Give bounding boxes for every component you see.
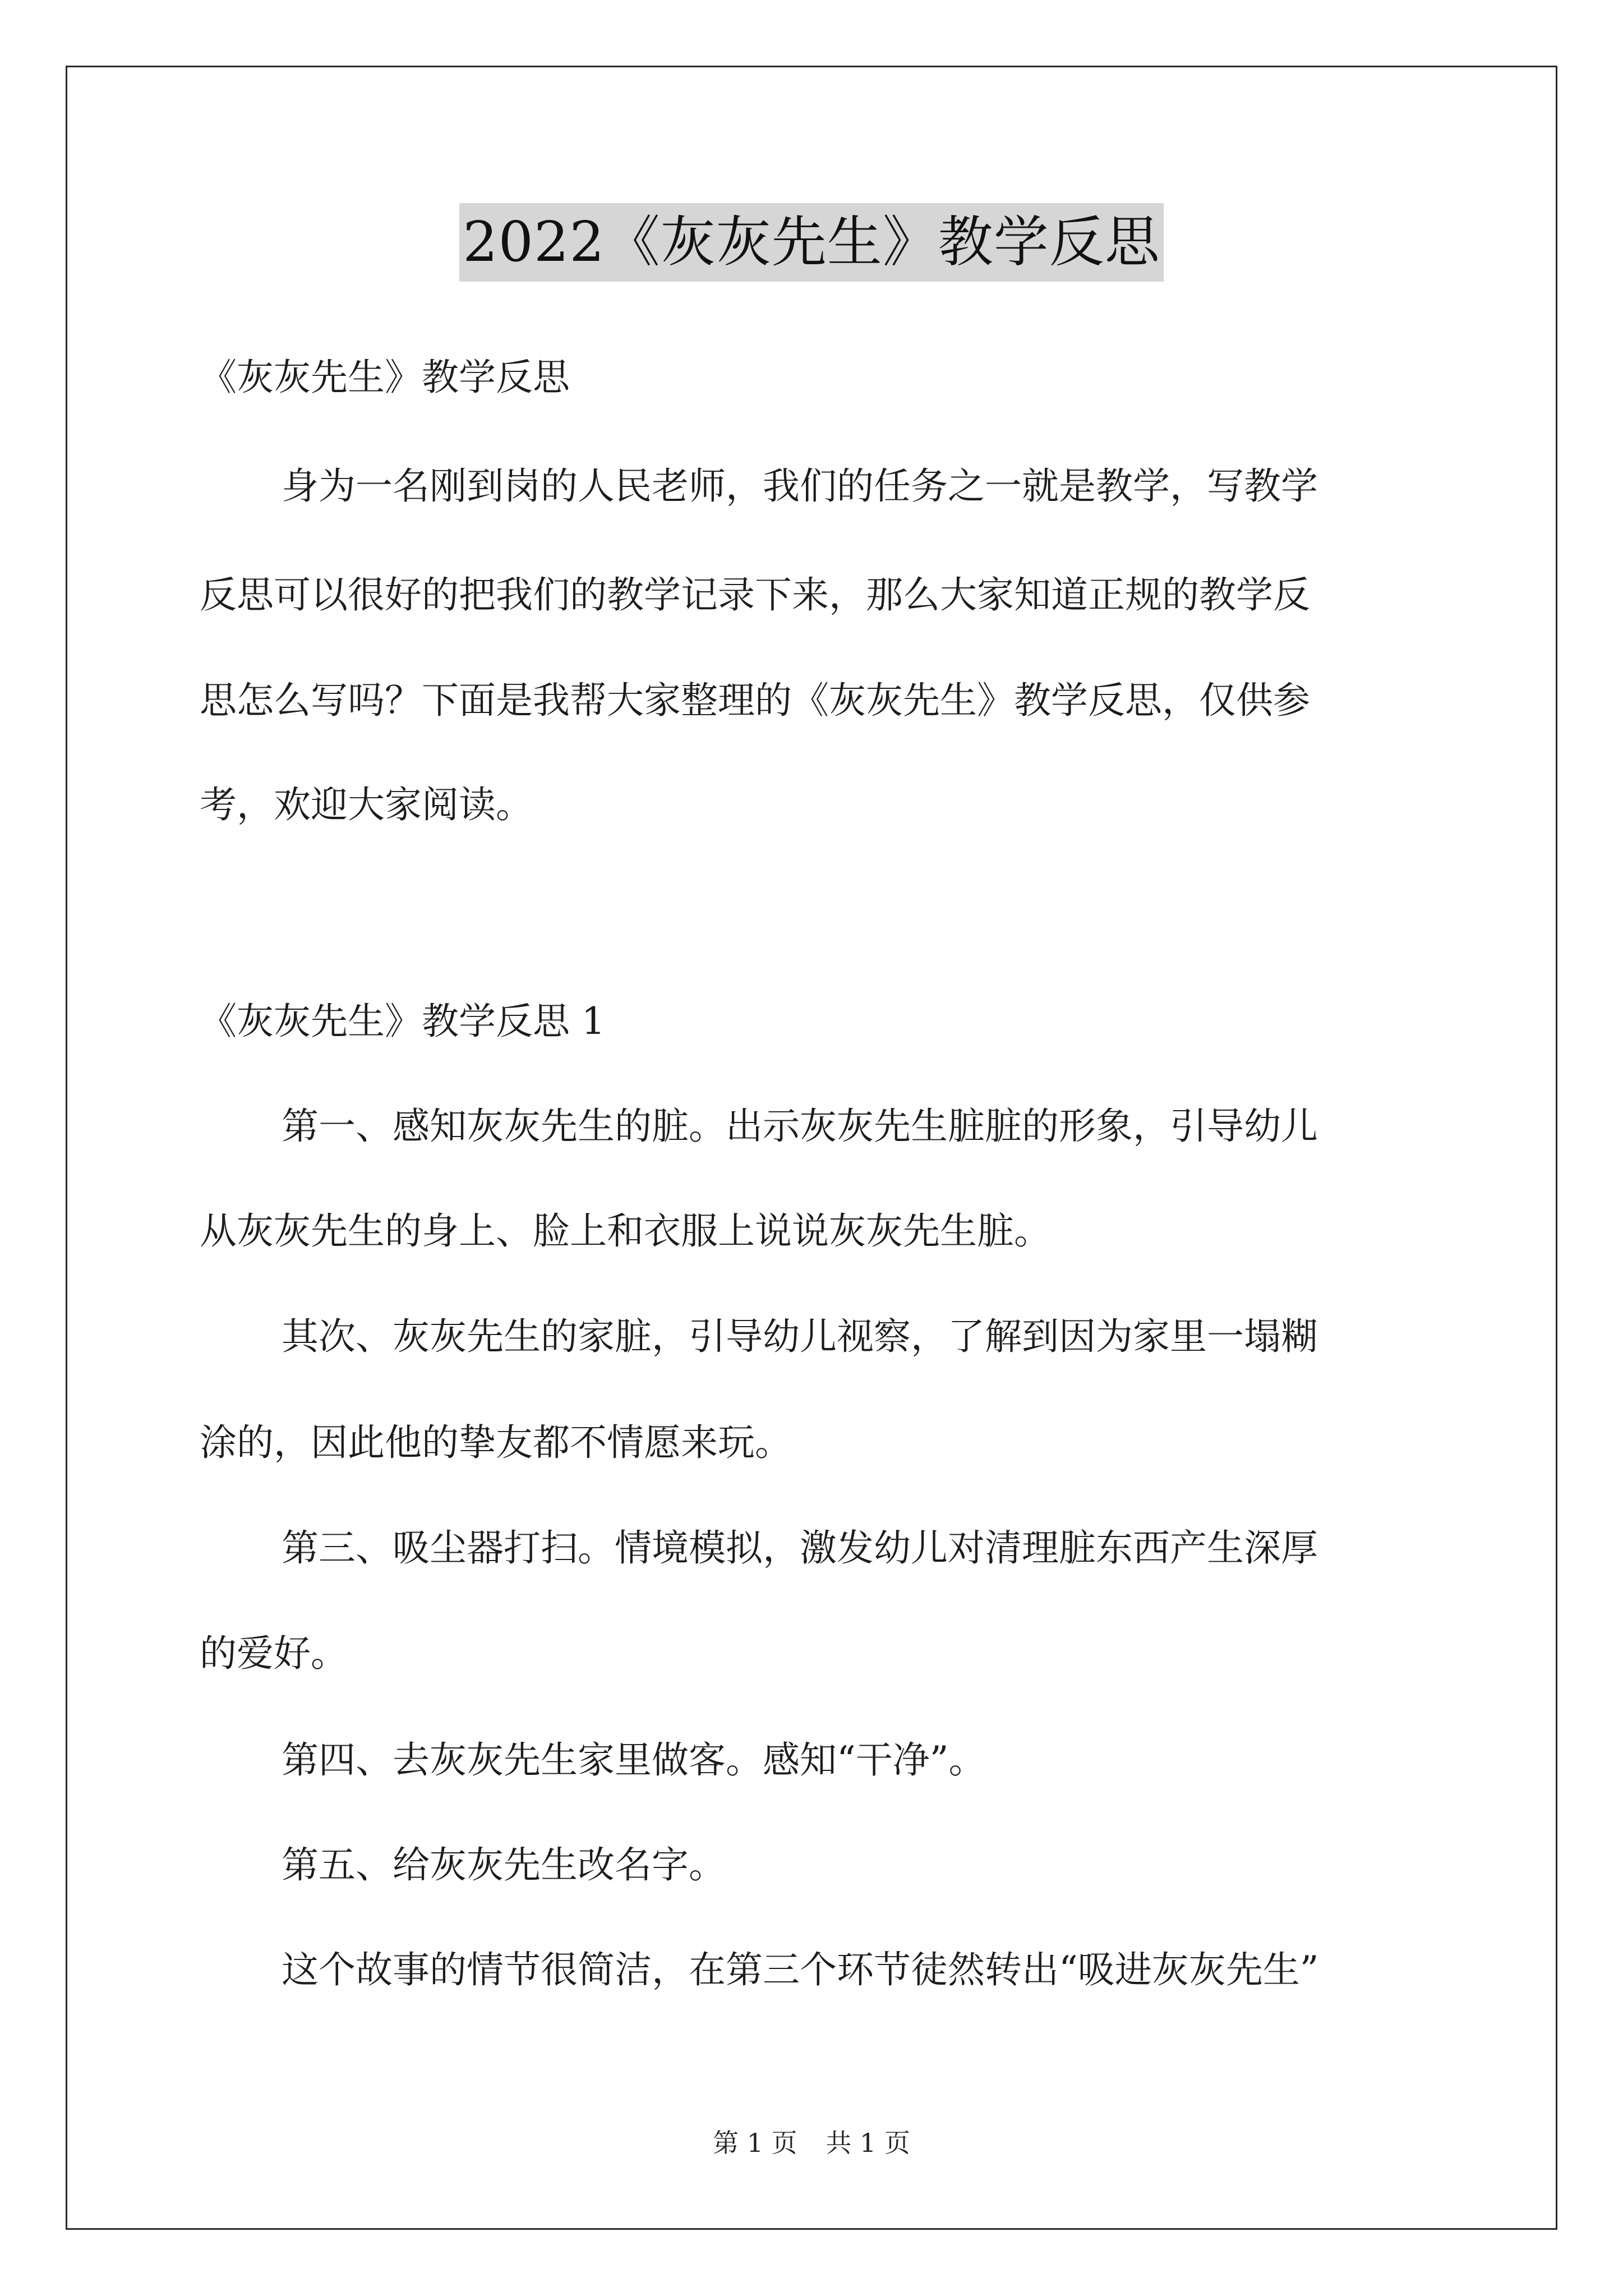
page-number-total: 共 1 页 bbox=[826, 2128, 910, 2158]
body-line-6: 的爱好。 bbox=[200, 1632, 348, 1675]
body-line-1: 第一、感知灰灰先生的脏。出示灰灰先生脏脏的形象，引导幼儿 bbox=[282, 1105, 1318, 1148]
body-line-8: 第五、给灰灰先生改名字。 bbox=[282, 1843, 726, 1887]
subtitle: 《灰灰先生》教学反思 bbox=[200, 356, 570, 399]
body-line-2: 从灰灰先生的身上、脸上和衣服上说说灰灰先生脏。 bbox=[200, 1209, 1051, 1253]
intro-line-3: 思怎么写吗？下面是我帮大家整理的《灰灰先生》教学反思，仅供参 bbox=[200, 679, 1310, 722]
title-container bbox=[0, 203, 1623, 282]
body-line-7: 第四、去灰灰先生家里做客。感知“干净”。 bbox=[282, 1738, 986, 1782]
body-line-4: 涂的，因此他的挚友都不情愿来玩。 bbox=[200, 1421, 792, 1464]
page-footer bbox=[0, 2126, 1623, 2160]
body-line-9: 这个故事的情节很简洁，在第三个环节徒然转出“吸进灰灰先生” bbox=[282, 1948, 1319, 1991]
body-line-5: 第三、吸尘器打扫。情境模拟，激发幼儿对清理脏东西产生深厚 bbox=[282, 1526, 1318, 1570]
body-line-3: 其次、灰灰先生的家脏，引导幼儿视察，了解到因为家里一塌糊 bbox=[282, 1315, 1318, 1358]
page-number-current: 第 1 页 bbox=[713, 2128, 797, 2158]
document-title: 2022《灰灰先生》教学反思 bbox=[459, 203, 1163, 282]
section-heading: 《灰灰先生》教学反思 1 bbox=[200, 1000, 605, 1043]
intro-line-2: 反思可以很好的把我们的教学记录下来，那么大家知道正规的教学反 bbox=[200, 573, 1310, 616]
intro-line-4: 考，欢迎大家阅读。 bbox=[200, 783, 533, 826]
intro-line-1: 身为一名刚到岗的人民老师，我们的任务之一就是教学，写教学 bbox=[282, 464, 1318, 508]
